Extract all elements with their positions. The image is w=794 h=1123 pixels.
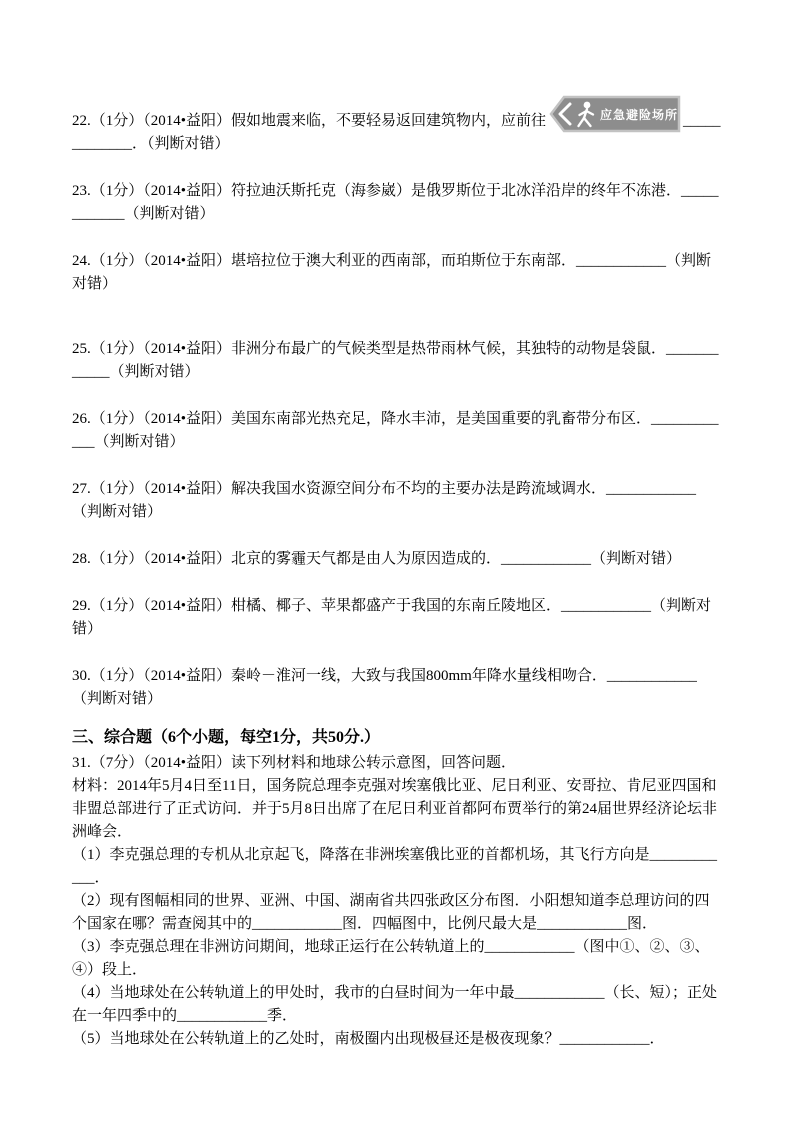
question-31-block — [72, 752, 722, 1051]
question-22-blank: _____________．（判断对错） — [72, 113, 721, 152]
question-31-intro: 31.（7分）（2014•益阳）读下列材料和地球公转示意图，回答问题． — [72, 755, 517, 771]
question-31-part-2: （2）现有图幅相同的世界、亚洲、中国、湖南省共四张政区分布图．小阳想知道李总理访问的四个国家在哪？需查阅其中的____________图．四幅图中，比例尺最大是____________图． — [72, 893, 710, 932]
question-31-part-3: （3）李克强总理在非洲访问期间，地球正运行在公转轨道上的____________（图中①、②、③、④）段上． — [72, 939, 710, 978]
section-3-heading: 三、综合题（6个小题，每空1分，共50分.） — [72, 729, 381, 746]
sign-label: 应急避险场所 — [600, 108, 679, 122]
question-24: 24.（1分）（2014•益阳）堪培拉位于澳大利亚的西南部，而珀斯位于东南部．____________（判断对错） — [72, 253, 712, 292]
question-31-material: 材料：2014年5月4日至11日，国务院总理李克强对埃塞俄比亚、尼日利亚、安哥拉、肯尼亚四国和非盟总部进行了正式访问．并于5月8日出席了在尼日利亚首都阿布贾举行的第24届世界经济论坛非洲峰会． — [72, 778, 718, 840]
question-25: 25.（1分）（2014•益阳）非洲分布最广的气候类型是热带雨林气候，其独特的动物是袋鼠．____________（判断对错） — [72, 341, 719, 380]
question-30: 30.（1分）（2014•益阳）秦岭－淮河一线，大致与我国800mm年降水量线相吻合．____________（判断对错） — [72, 668, 697, 707]
question-26: 26.（1分）（2014•益阳）美国东南部光热充足，降水丰沛，是美国重要的乳畜带分布区．____________（判断对错） — [72, 411, 719, 450]
question-31-part-4: （4）当地球处在公转轨道上的甲处时，我市的白昼时间为一年中最____________（长、短）；正处在一年四季中的____________季． — [72, 985, 718, 1024]
question-22-text: 22.（1分）（2014•益阳）假如地震来临，不要轻易返回建筑物内，应前往 — [72, 113, 547, 129]
question-28: 28.（1分）（2014•益阳）北京的雾霾天气都是由人为原因造成的．____________（判断对错） — [72, 551, 682, 567]
question-27: 27.（1分）（2014•益阳）解决我国水资源空间分布不均的主要办法是跨流域调水．____________（判断对错） — [72, 481, 697, 520]
question-22 — [72, 95, 722, 156]
question-31-part-1: （1）李克强总理的专机从北京起飞，降落在非洲埃塞俄比亚的首都机场，其飞行方向是____________． — [72, 847, 718, 886]
question-31-part-5: （5）当地球处在公转轨道上的乙处时，南极圈内出现极昼还是极夜现象？____________． — [72, 1031, 665, 1047]
emergency-shelter-sign-image — [549, 95, 681, 133]
question-23: 23.（1分）（2014•益阳）符拉迪沃斯托克（海参崴）是俄罗斯位于北冰洋沿岸的终年不冻港．____________（判断对错） — [72, 183, 719, 222]
question-29: 29.（1分）（2014•益阳）柑橘、椰子、苹果都盛产于我国的东南丘陵地区．____________（判断对错） — [72, 598, 712, 637]
